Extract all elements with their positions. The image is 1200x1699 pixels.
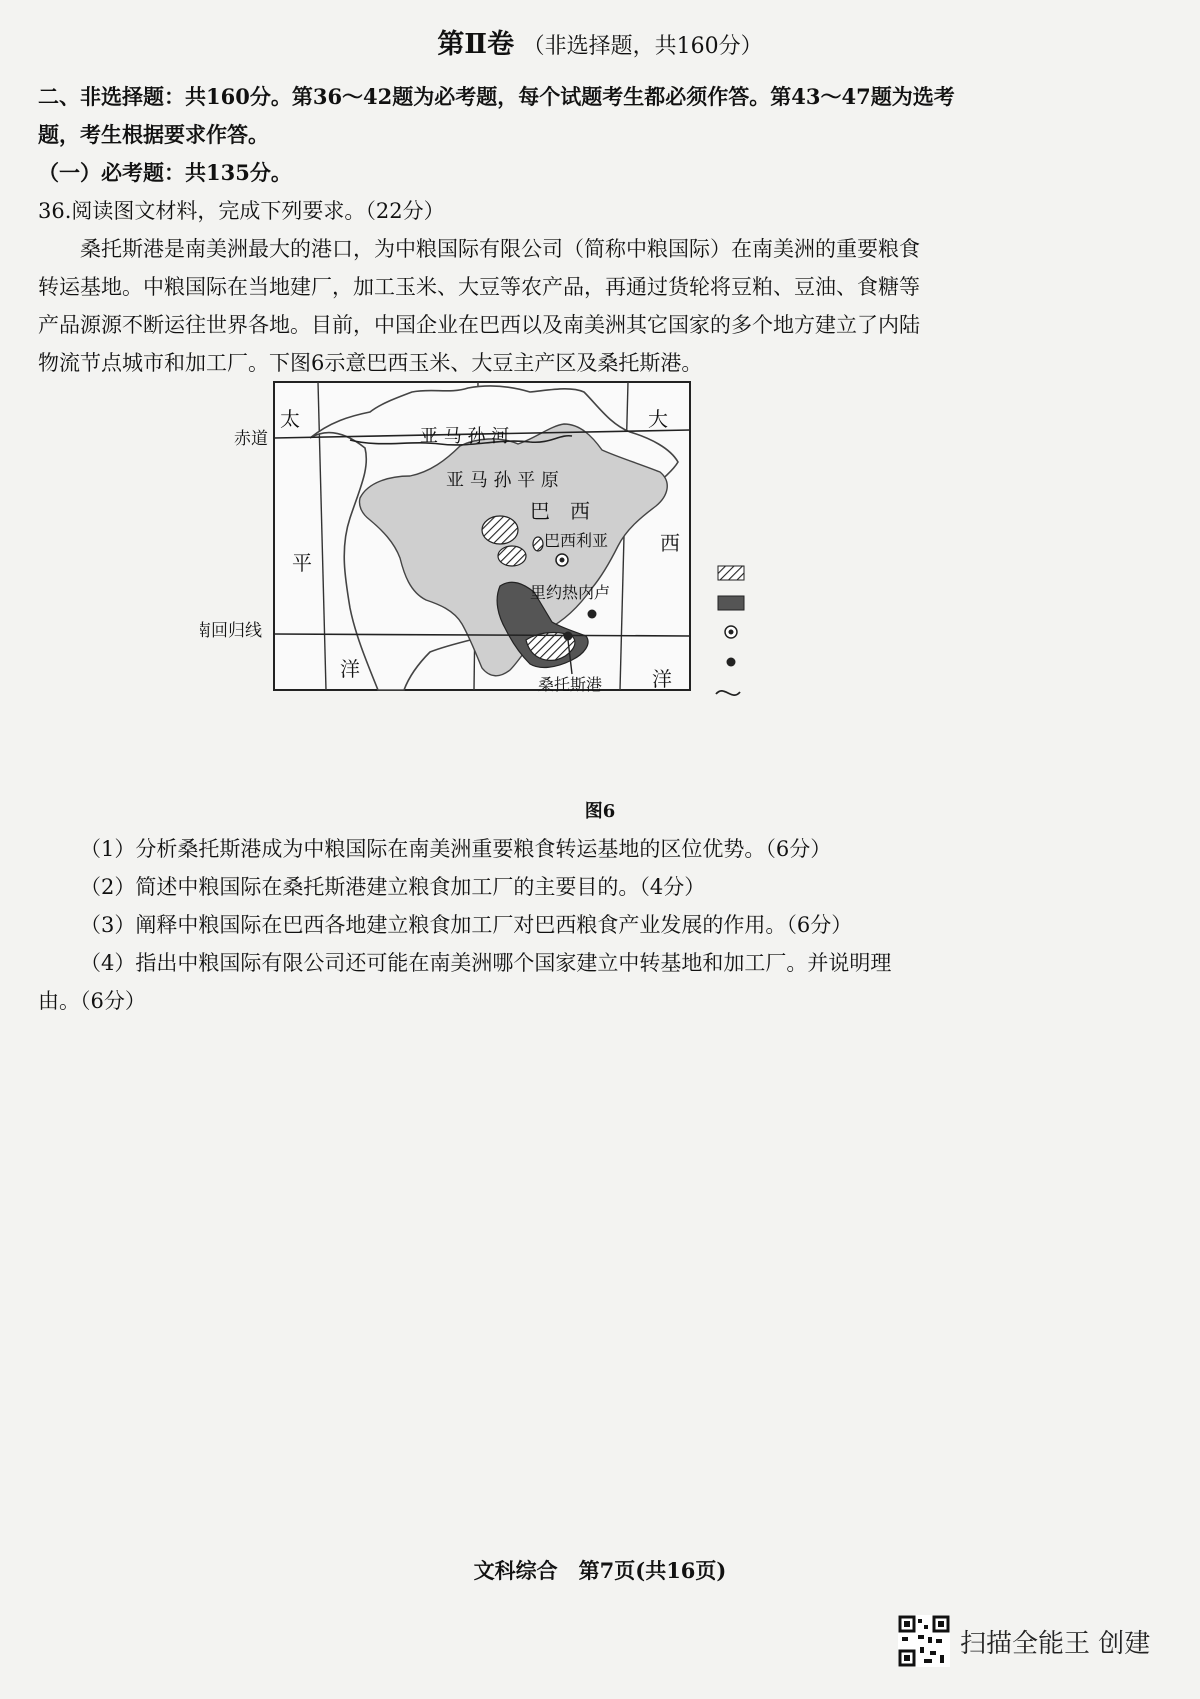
sub-question-2: （2）简述中粮国际在桑托斯港建立粮食加工厂的主要目的。（4分） (80, 875, 706, 899)
question-stem: 36.阅读图文材料，完成下列要求。（22分） (38, 199, 445, 223)
atlantic-label-1: 大 (648, 407, 668, 431)
pacific-label-2: 平 (292, 551, 312, 575)
legend-corn-swatch (718, 596, 744, 610)
sub-question-4-line2: 由。（6分） (38, 989, 146, 1013)
legend-river-line (716, 691, 740, 695)
part-one-heading: （一）必考题：共135分。 (38, 160, 292, 185)
atlantic-label-2: 西 (660, 531, 680, 555)
section-title (0, 22, 1200, 61)
lon-label-40 (610, 378, 640, 383)
soy-region-1 (482, 516, 518, 544)
material-line-4: 物流节点城市和加工厂。下图6示意巴西玉米、大豆主产区及桑托斯港。 (38, 351, 703, 375)
scanner-watermark (898, 1615, 1188, 1675)
sub-question-3: （3）阐释中粮国际在巴西各地建立粮食加工厂对巴西粮食产业发展的作用。（6分） (80, 913, 853, 937)
qr-code-icon (898, 1615, 950, 1667)
legend-port-marker (727, 658, 736, 667)
page-footer: 文科综合 第7页(共16页) (473, 1558, 727, 1583)
rio-label: 里约热内卢 (530, 583, 611, 602)
sub-question-1: （1）分析桑托斯港成为中粮国际在南美洲重要粮食转运基地的区位优势。（6分） (80, 837, 832, 861)
soy-region-3 (533, 537, 543, 551)
amazon-plain-label: 亚 马 孙 平 原 (446, 470, 559, 491)
figure-6-map (200, 378, 760, 778)
soy-region-2 (498, 546, 526, 566)
equator-label: 赤道 (234, 429, 268, 449)
title-sub: （非选择题，共160分） (522, 34, 763, 59)
brazil-label: 巴 西 (530, 499, 590, 523)
legend-soy-swatch (718, 566, 744, 580)
material-line-1: 桑托斯港是南美洲最大的港口，为中粮国际有限公司（简称中粮国际）在南美洲的重要粮食 (80, 237, 920, 261)
material-line-3: 产品源源不断运往世界各地。目前，中国企业在巴西以及南美洲其它国家的多个地方建立了内陆 (38, 313, 920, 337)
legend-capital-inner (729, 630, 734, 635)
sub-question-4-line1: （4）指出中粮国际有限公司还可能在南美洲哪个国家建立中转基地和加工厂。并说明理 (80, 951, 892, 975)
brasilia-label: 巴西利亚 (544, 531, 609, 550)
santos-marker (564, 632, 573, 641)
section-intro-line2: 题，考生根据要求作答。 (38, 122, 269, 147)
title-main: 第Ⅱ卷 (437, 29, 515, 60)
amazon-river-label: 亚 马 孙 河 (420, 426, 510, 447)
tropic-label: 南回归线 (200, 621, 262, 641)
figure-caption: 图6 (584, 801, 616, 822)
material-line-2: 转运基地。中粮国际在当地建厂，加工玉米、大豆等农产品，再通过货轮将豆粕、豆油、食糖等 (38, 275, 920, 299)
atlantic-label-3: 洋 (652, 667, 672, 691)
pacific-label-1: 太 (280, 407, 300, 431)
section-intro-line1: 二、非选择题：共160分。第36～42题为必考题，每个试题考生都必须作答。第43～47题为选考 (38, 84, 955, 109)
lon-label-60 (458, 378, 488, 383)
rio-marker (588, 610, 597, 619)
santos-label: 桑托斯港 (538, 675, 603, 694)
brasilia-marker-inner (560, 558, 565, 563)
pacific-label-3: 洋 (340, 657, 360, 681)
scanner-label: 扫描全能王 创建 (960, 1629, 1151, 1659)
lon-label-80 (304, 378, 334, 383)
